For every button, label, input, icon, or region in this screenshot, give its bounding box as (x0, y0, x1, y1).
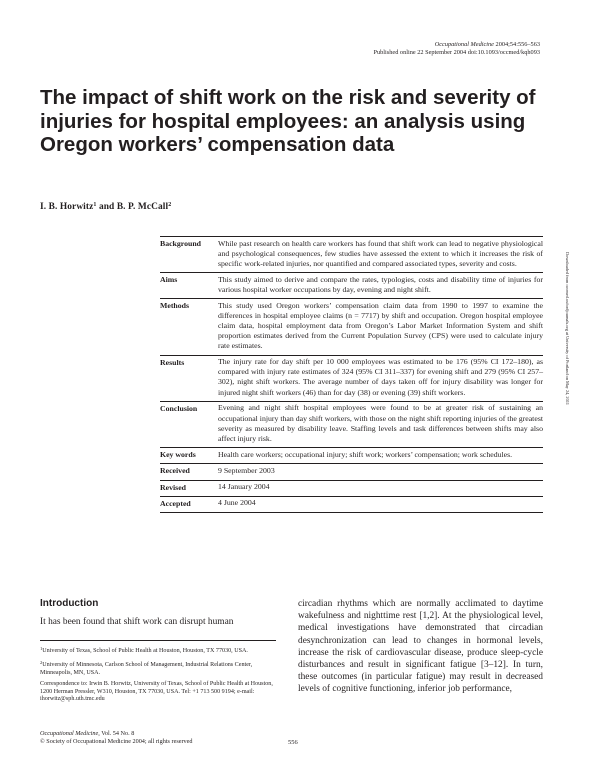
abstract-label: Received (160, 466, 190, 476)
page-number: 556 (288, 739, 298, 746)
section-heading-introduction: Introduction (40, 598, 99, 609)
abstract-row-methods (160, 299, 543, 356)
footnote-text: University of Texas, School of Public Health at Houston, Houston, TX 77030, USA. (42, 648, 248, 654)
structured-abstract (160, 236, 543, 513)
intro-paragraph-left: It has been found that shift work can disrupt human (40, 617, 234, 627)
publication-line: Published online 22 September 2004 doi:10.1093/occmed/kqh093 (373, 49, 540, 56)
footnote-text: University of Minnesota, Carlson School of Management, Industrial Relations Center, Minneapolis, MN, USA. (40, 662, 253, 676)
author-1: I. B. Horwitz (40, 202, 94, 212)
footer-journal: Occupational Medicine (40, 730, 99, 737)
abstract-row-received (160, 464, 543, 480)
abstract-row-conclusion (160, 402, 543, 448)
abstract-label: Key words (160, 450, 196, 460)
abstract-row-aims (160, 273, 543, 299)
abstract-text: Evening and night shift hospital employees were found to be at greater risk of sustaining an occupational injury than day shift workers, with those on the night shift reporting injuries of the greatest severity as measured by disability leave. Staffing levels and task differences between shifts may also affect injury risk. (218, 403, 544, 443)
abstract-label: Aims (160, 275, 178, 285)
download-watermark-text: Downloaded from occmed.oxfordjournals.org at University of Portland on May 24, 2011 (565, 252, 570, 405)
footnote-divider (40, 640, 276, 641)
abstract-text: 14 January 2004 (218, 482, 270, 492)
abstract-row-key-words (160, 448, 543, 464)
abstract-row-background (160, 237, 543, 273)
footnote-correspondence: Correspondence to: Irwin B. Horwitz, University of Texas, School of Public Health at Houston, 1200 Herman Pressler, W310, Houston, TX 77030, USA. Tel: +1 713 500 9194; e-mail: ihorwitz@sph.uth.tmc.edu (40, 681, 273, 703)
author-2-affiliation: 2 (168, 202, 172, 208)
abstract-row-revised (160, 481, 543, 497)
footnote-affiliation-1 (40, 645, 280, 656)
author-conjunction: and (96, 202, 117, 212)
abstract-label: Conclusion (160, 403, 198, 413)
abstract-text: This study aimed to derive and compare the rates, typologies, costs and disability time of injuries for various hospital worker occupations by day, evening and night shift. (218, 274, 543, 294)
footer-volume-line (40, 730, 192, 738)
abstract-text: The injury rate for day shift per 10 000 employees was estimated to be 176 (95% CI 172–180), as compared with injury rate estimates of 324 (95% CI 311–337) for evening shift and 279 (95% CI 257–302), night shift workers. The average number of days taken off for injury disability was longer for injured night shift workers (46) than for day (38) or evening (39) shift workers. (218, 357, 543, 397)
abstract-label: Methods (160, 301, 190, 311)
footnote-marker: 2 (40, 660, 43, 665)
download-watermark (563, 252, 572, 692)
footnote-affiliation-2 (40, 659, 280, 677)
author-1-affiliation: 1 (93, 202, 97, 208)
citation-rest: 2004;54:556–563 (493, 41, 540, 48)
abstract-label: Results (160, 357, 185, 367)
abstract-label: Revised (160, 482, 186, 492)
journal-header (374, 41, 541, 57)
footer-copyright: © Society of Occupational Medicine 2004; all rights reserved (40, 738, 193, 745)
article-title: The impact of shift work on the risk and severity of injuries for hospital employees: an analysis using Oregon workers’ compensation data (40, 86, 536, 156)
author-2: B. P. McCall (116, 202, 169, 212)
page-footer (40, 730, 192, 746)
citation-line (374, 41, 541, 49)
abstract-text: While past research on health care workers has found that shift work can lead to negative physiological and psychological consequences, few studies have assessed the extent to which it increases the risk of specific work-related injuries, nor quantified and compared associated types, severity and costs. (218, 238, 543, 268)
footer-volume: , Vol. 54 No. 8 (98, 730, 135, 737)
abstract-row-results (160, 356, 543, 402)
journal-name: Occupational Medicine (434, 41, 494, 48)
abstract-text: This study used Oregon workers’ compensation claim data from 1990 to 1997 to examine the differences in hospital employee claims (n = 7717) by shift and occupation. Oregon hospital employee claim data, hospital employment data from Oregon’s Labor Market Information System and shift proportion estimates derived from the Current Population Survey (CPS) were used to calculate injury rate estimates. (218, 300, 543, 351)
abstract-text: 9 September 2003 (218, 465, 275, 475)
abstract-text: 4 June 2004 (218, 498, 256, 508)
abstract-row-accepted (160, 497, 543, 513)
footnote-marker: 1 (40, 646, 43, 651)
abstract-text: Health care workers; occupational injury; shift work; workers’ compensation; work schedules. (218, 449, 513, 459)
author-line (40, 202, 171, 212)
abstract-label: Accepted (160, 498, 191, 508)
abstract-label: Background (160, 239, 202, 248)
intro-paragraph-right: circadian rhythms which are normally acclimated to daytime wakefulness and nighttime rest [1,2]. At the physiological level, medical investigations have demonstrated that circadian desynchronization can lead to changes in hormonal levels, increase the risk of cardiovascular disease, produce sleep-cycle disturbances and result in significant fatigue [3–12]. In turn, these outcomes (in particular fatigue) may result in decreased levels of cognitive functioning, inferior job performance, (298, 599, 543, 695)
